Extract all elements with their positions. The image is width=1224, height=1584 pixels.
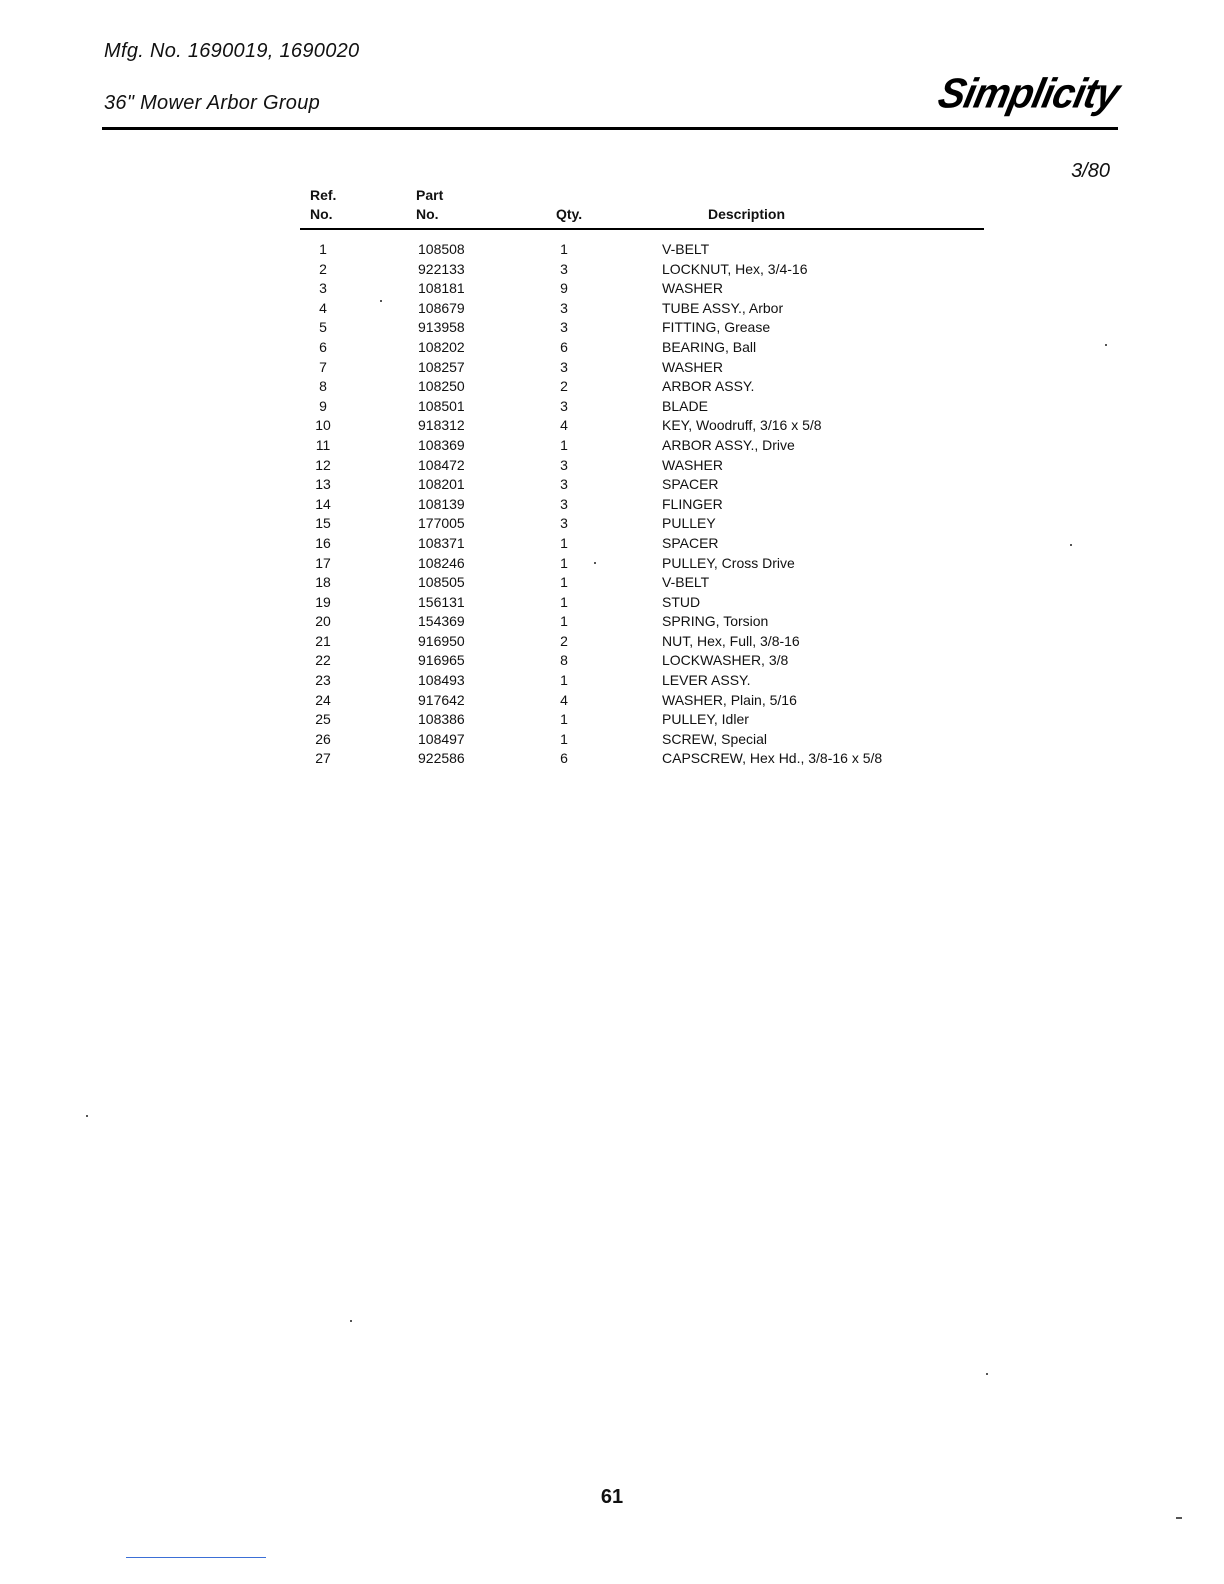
qty-cell: 1 <box>560 730 568 747</box>
table-row <box>300 612 1000 632</box>
description-cell: FLINGER <box>662 495 723 512</box>
table-body <box>300 240 1000 769</box>
scan-speck <box>1176 1517 1182 1519</box>
description-cell: LEVER ASSY. <box>662 672 751 689</box>
part-no-cell: 108497 <box>418 730 465 747</box>
table-row <box>300 240 1000 260</box>
part-no-cell: 916965 <box>418 652 465 669</box>
qty-cell: 3 <box>560 358 568 375</box>
qty-cell: 1 <box>560 593 568 610</box>
table-row <box>300 416 1000 436</box>
description-cell: SPACER <box>662 476 719 493</box>
qty-cell: 8 <box>560 652 568 669</box>
revision-date: 3/80 <box>1071 160 1110 182</box>
table-row <box>300 260 1000 280</box>
ref-no-cell: 25 <box>315 711 331 728</box>
ref-no-cell: 19 <box>315 593 331 610</box>
description-cell: WASHER <box>662 456 723 473</box>
scan-speck <box>86 1115 88 1117</box>
ref-no-cell: 27 <box>315 750 331 767</box>
scan-speck <box>1105 344 1107 346</box>
description-cell: CAPSCREW, Hex Hd., 3/8-16 x 5/8 <box>662 750 883 767</box>
part-no-cell: 917642 <box>418 691 465 708</box>
qty-cell: 1 <box>560 574 568 591</box>
description-cell: SPRING, Torsion <box>662 613 769 630</box>
description-cell: WASHER <box>662 280 723 297</box>
description-cell: SCREW, Special <box>662 730 768 747</box>
table-row <box>300 358 1000 378</box>
table-row <box>300 671 1000 691</box>
description-cell: BLADE <box>662 397 708 414</box>
scan-speck <box>594 562 596 564</box>
ref-no-cell: 9 <box>319 397 327 414</box>
part-no-cell: 108505 <box>418 574 465 591</box>
part-no-cell: 108508 <box>418 241 465 257</box>
ref-no-cell: 4 <box>319 299 327 316</box>
qty-cell: 1 <box>560 241 568 257</box>
part-no-cell: 922133 <box>418 260 465 277</box>
description-cell: KEY, Woodruff, 3/16 x 5/8 <box>662 417 822 434</box>
table-row <box>300 456 1000 476</box>
table-row <box>300 554 1000 574</box>
ref-no-cell: 3 <box>319 280 327 297</box>
part-no-cell: 108501 <box>418 397 465 414</box>
scan-speck <box>986 1373 988 1375</box>
ref-no-cell: 1 <box>319 241 327 257</box>
part-no-cell: 108201 <box>418 476 465 493</box>
table-header-rule <box>300 228 984 230</box>
qty-cell: 3 <box>560 319 568 336</box>
qty-cell: 3 <box>560 397 568 414</box>
mfg-number: Mfg. No. 1690019, 1690020 <box>104 40 360 62</box>
link-underline <box>126 1557 266 1558</box>
table-row <box>300 534 1000 554</box>
brand-logo: Simplicity <box>934 70 1124 118</box>
ref-no-cell: 23 <box>315 672 331 689</box>
ref-no-cell: 22 <box>315 652 331 669</box>
table-row <box>300 495 1000 515</box>
ref-no-cell: 10 <box>315 417 331 434</box>
qty-cell: 3 <box>560 515 568 532</box>
table-row <box>300 573 1000 593</box>
parts-table <box>300 184 1000 769</box>
description-cell: FITTING, Grease <box>662 319 771 336</box>
ref-header-line1: Ref. <box>310 187 337 203</box>
table-row <box>300 593 1000 613</box>
description-cell: BEARING, Ball <box>662 338 757 355</box>
table-row <box>300 318 1000 338</box>
ref-header-line2: No. <box>310 206 333 222</box>
description-cell: V-BELT <box>662 241 710 257</box>
description-cell: LOCKNUT, Hex, 3/4-16 <box>662 260 808 277</box>
table-row <box>300 514 1000 534</box>
part-no-cell: 916950 <box>418 632 465 649</box>
part-no-cell: 108257 <box>418 358 465 375</box>
table-row <box>300 691 1000 711</box>
qty-cell: 6 <box>560 750 568 767</box>
table-header <box>300 184 1000 228</box>
ref-no-cell: 7 <box>319 358 327 375</box>
part-no-cell: 108246 <box>418 554 465 571</box>
part-no-cell: 108493 <box>418 672 465 689</box>
qty-cell: 3 <box>560 260 568 277</box>
table-row <box>300 299 1000 319</box>
qty-cell: 1 <box>560 534 568 551</box>
part-no-cell: 108679 <box>418 299 465 316</box>
table-row <box>300 338 1000 358</box>
scan-speck <box>380 300 382 302</box>
part-no-cell: 108181 <box>418 280 465 297</box>
scan-speck <box>350 1320 352 1322</box>
description-cell: ARBOR ASSY. <box>662 378 755 395</box>
ref-no-cell: 13 <box>315 476 331 493</box>
ref-no-cell: 17 <box>315 554 331 571</box>
part-no-cell: 177005 <box>418 515 465 532</box>
ref-no-cell: 21 <box>315 632 331 649</box>
description-cell: WASHER <box>662 358 723 375</box>
table-row <box>300 749 1000 769</box>
ref-no-cell: 14 <box>315 495 331 512</box>
table-row <box>300 730 1000 750</box>
part-header-line1: Part <box>416 187 444 203</box>
qty-cell: 1 <box>560 672 568 689</box>
table-row <box>300 377 1000 397</box>
ref-no-cell: 6 <box>319 338 327 355</box>
description-cell: SPACER <box>662 534 719 551</box>
part-no-cell: 108250 <box>418 378 465 395</box>
qty-cell: 2 <box>560 632 568 649</box>
ref-no-cell: 2 <box>319 260 327 277</box>
ref-no-cell: 12 <box>315 456 331 473</box>
description-cell: LOCKWASHER, 3/8 <box>662 652 789 669</box>
description-cell: PULLEY <box>662 515 716 532</box>
description-cell: STUD <box>662 593 701 610</box>
description-cell: WASHER, Plain, 5/16 <box>662 691 797 708</box>
qty-cell: 1 <box>560 711 568 728</box>
qty-header: Qty. <box>556 206 583 222</box>
part-no-cell: 108371 <box>418 534 465 551</box>
table-row <box>300 475 1000 495</box>
ref-no-cell: 18 <box>315 574 331 591</box>
description-cell: V-BELT <box>662 574 710 591</box>
qty-cell: 1 <box>560 613 568 630</box>
qty-cell: 3 <box>560 456 568 473</box>
ref-no-cell: 16 <box>315 534 331 551</box>
ref-no-cell: 24 <box>315 691 331 708</box>
ref-no-header <box>310 186 336 224</box>
qty-cell: 3 <box>560 299 568 316</box>
qty-cell: 1 <box>560 436 568 453</box>
ref-no-cell: 11 <box>315 436 331 453</box>
group-title: 36" Mower Arbor Group <box>104 92 321 114</box>
ref-no-cell: 26 <box>315 730 331 747</box>
description-cell: ARBOR ASSY., Drive <box>662 436 795 453</box>
part-no-cell: 108472 <box>418 456 465 473</box>
part-header-line2: No. <box>416 206 439 222</box>
part-no-cell: 922586 <box>418 750 465 767</box>
scan-speck <box>1070 544 1072 546</box>
part-no-cell: 913958 <box>418 319 465 336</box>
description-cell: TUBE ASSY., Arbor <box>662 299 784 316</box>
description-cell: NUT, Hex, Full, 3/8-16 <box>662 632 800 649</box>
qty-cell: 2 <box>560 378 568 395</box>
qty-cell: 4 <box>560 691 568 708</box>
qty-cell: 3 <box>560 495 568 512</box>
part-no-header <box>416 186 443 224</box>
qty-cell: 9 <box>560 280 568 297</box>
part-no-cell: 108202 <box>418 338 465 355</box>
page-number: 61 <box>600 1486 624 1508</box>
table-row <box>300 397 1000 417</box>
ref-no-cell: 5 <box>319 319 327 336</box>
table-row <box>300 651 1000 671</box>
table-row <box>300 632 1000 652</box>
ref-no-cell: 8 <box>319 378 327 395</box>
part-no-cell: 108386 <box>418 711 465 728</box>
header-rule <box>102 127 1118 130</box>
description-header: Description <box>708 206 786 222</box>
qty-cell: 4 <box>560 417 568 434</box>
table-row <box>300 436 1000 456</box>
part-no-cell: 108369 <box>418 436 465 453</box>
description-cell: PULLEY, Cross Drive <box>662 554 795 571</box>
qty-cell: 6 <box>560 338 568 355</box>
part-no-cell: 156131 <box>418 593 465 610</box>
part-no-cell: 108139 <box>418 495 465 512</box>
ref-no-cell: 15 <box>315 515 331 532</box>
table-row <box>300 279 1000 299</box>
part-no-cell: 154369 <box>418 613 465 630</box>
ref-no-cell: 20 <box>315 613 331 630</box>
qty-cell: 1 <box>560 554 568 571</box>
part-no-cell: 918312 <box>418 417 465 434</box>
qty-cell: 3 <box>560 476 568 493</box>
description-cell: PULLEY, Idler <box>662 711 749 728</box>
table-row <box>300 710 1000 730</box>
